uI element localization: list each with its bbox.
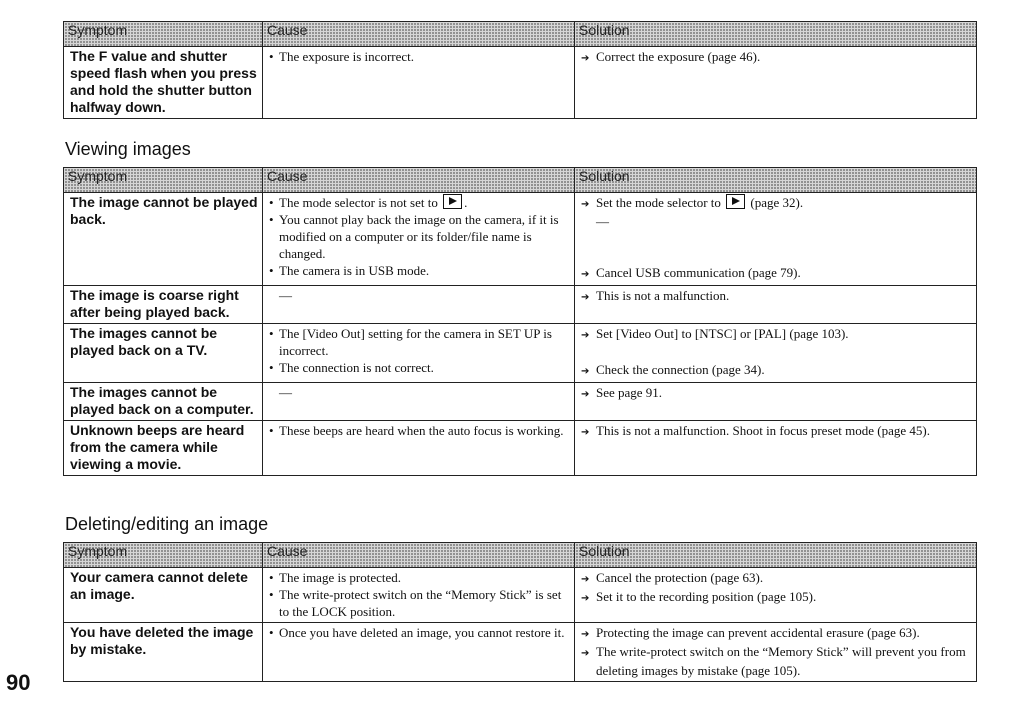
cause-cell <box>263 286 575 324</box>
header-symptom: Symptom <box>64 168 263 193</box>
solution-item: ➔ Set the mode selector to (page 32). <box>581 194 972 213</box>
cause-item: • The image is protected. <box>269 569 570 586</box>
cause-cell <box>263 324 575 383</box>
solution-item: ➔ Cancel USB communication (page 79). <box>581 264 972 283</box>
symptom-cell: You have deleted the image by mistake. <box>64 623 263 682</box>
cause-item: • The mode selector is not set to . <box>269 194 570 211</box>
header-cause: Cause <box>263 168 575 193</box>
header-cause: Cause <box>263 543 575 568</box>
table-row <box>64 47 977 119</box>
solution-item: ➔ This is not a malfunction. <box>581 287 972 306</box>
solution-item: ➔ Set [Video Out] to [NTSC] or [PAL] (page 103). <box>581 325 972 344</box>
solution-cell <box>575 324 977 383</box>
solution-cell <box>575 47 977 119</box>
solution-cell <box>575 568 977 623</box>
header-symptom: Symptom <box>64 22 263 47</box>
symptom-cell: Your camera cannot delete an image. <box>64 568 263 623</box>
table-row <box>64 286 977 324</box>
cause-item: — <box>279 288 292 303</box>
solution-item: ➔ Cancel the protection (page 63). <box>581 569 972 588</box>
table-row <box>64 568 977 623</box>
playback-mode-icon <box>443 194 462 209</box>
header-solution: Solution <box>575 22 977 47</box>
cause-item: • The [Video Out] setting for the camera in SET UP is incorrect. <box>269 325 570 359</box>
solution-cell <box>575 193 977 286</box>
symptom-cell: The images cannot be played back on a TV. <box>64 324 263 383</box>
solution-item: ➔ Check the connection (page 34). <box>581 361 972 380</box>
symptom-cell: The F value and shutter speed flash when you press and hold the shutter button halfway down. <box>64 47 263 119</box>
header-solution: Solution <box>575 168 977 193</box>
troubleshoot-table-exposure <box>63 21 977 119</box>
solution-item: ➔ Correct the exposure (page 46). <box>581 48 972 67</box>
solution-item: ➔ The write-protect switch on the “Memory Stick” will prevent you from deleting images by mistake (page 105). <box>581 643 972 679</box>
cause-item: • The connection is not correct. <box>269 359 570 376</box>
header-cause: Cause <box>263 22 575 47</box>
cause-item: — <box>279 385 292 400</box>
solution-cell <box>575 383 977 421</box>
section-title-deleting: Deleting/editing an image <box>65 514 269 534</box>
cause-item: • These beeps are heard when the auto focus is working. <box>269 422 570 439</box>
solution-cell <box>575 421 977 476</box>
solution-item: ➔ Set it to the recording position (page 105). <box>581 588 972 607</box>
troubleshoot-table-deleting <box>63 542 977 682</box>
header-symptom: Symptom <box>64 543 263 568</box>
section-title-viewing: Viewing images <box>65 139 191 159</box>
cause-item: • The write-protect switch on the “Memory Stick” is set to the LOCK position. <box>269 586 570 620</box>
solution-cell <box>575 286 977 324</box>
cause-cell <box>263 623 575 682</box>
cause-item: • The exposure is incorrect. <box>269 48 570 65</box>
symptom-cell: The images cannot be played back on a computer. <box>64 383 263 421</box>
cause-item: • The camera is in USB mode. <box>269 262 570 279</box>
page-number: 90 <box>6 670 31 695</box>
header-solution: Solution <box>575 543 977 568</box>
solution-cell <box>575 623 977 682</box>
solution-item: ➔ See page 91. <box>581 384 972 403</box>
cause-cell <box>263 193 575 286</box>
table-header-row <box>64 168 977 193</box>
solution-item: ➔ Protecting the image can prevent accidental erasure (page 63). <box>581 624 972 643</box>
cause-cell <box>263 568 575 623</box>
symptom-cell: Unknown beeps are heard from the camera while viewing a movie. <box>64 421 263 476</box>
cause-item: • You cannot play back the image on the camera, if it is modified on a computer or its folder/file name is changed. <box>269 211 570 262</box>
table-header-row <box>64 22 977 47</box>
symptom-cell: The image is coarse right after being played back. <box>64 286 263 324</box>
cause-cell <box>263 421 575 476</box>
solution-item: ➔ This is not a malfunction. Shoot in focus preset mode (page 45). <box>581 422 972 441</box>
table-row <box>64 421 977 476</box>
playback-mode-icon <box>726 194 745 209</box>
solution-item: — <box>596 214 609 229</box>
symptom-cell: The image cannot be played back. <box>64 193 263 286</box>
table-row <box>64 324 977 383</box>
table-row <box>64 383 977 421</box>
cause-cell <box>263 383 575 421</box>
cause-item: • Once you have deleted an image, you cannot restore it. <box>269 624 570 641</box>
table-header-row <box>64 543 977 568</box>
table-row <box>64 623 977 682</box>
troubleshoot-table-viewing <box>63 167 977 476</box>
cause-cell <box>263 47 575 119</box>
table-row <box>64 193 977 286</box>
